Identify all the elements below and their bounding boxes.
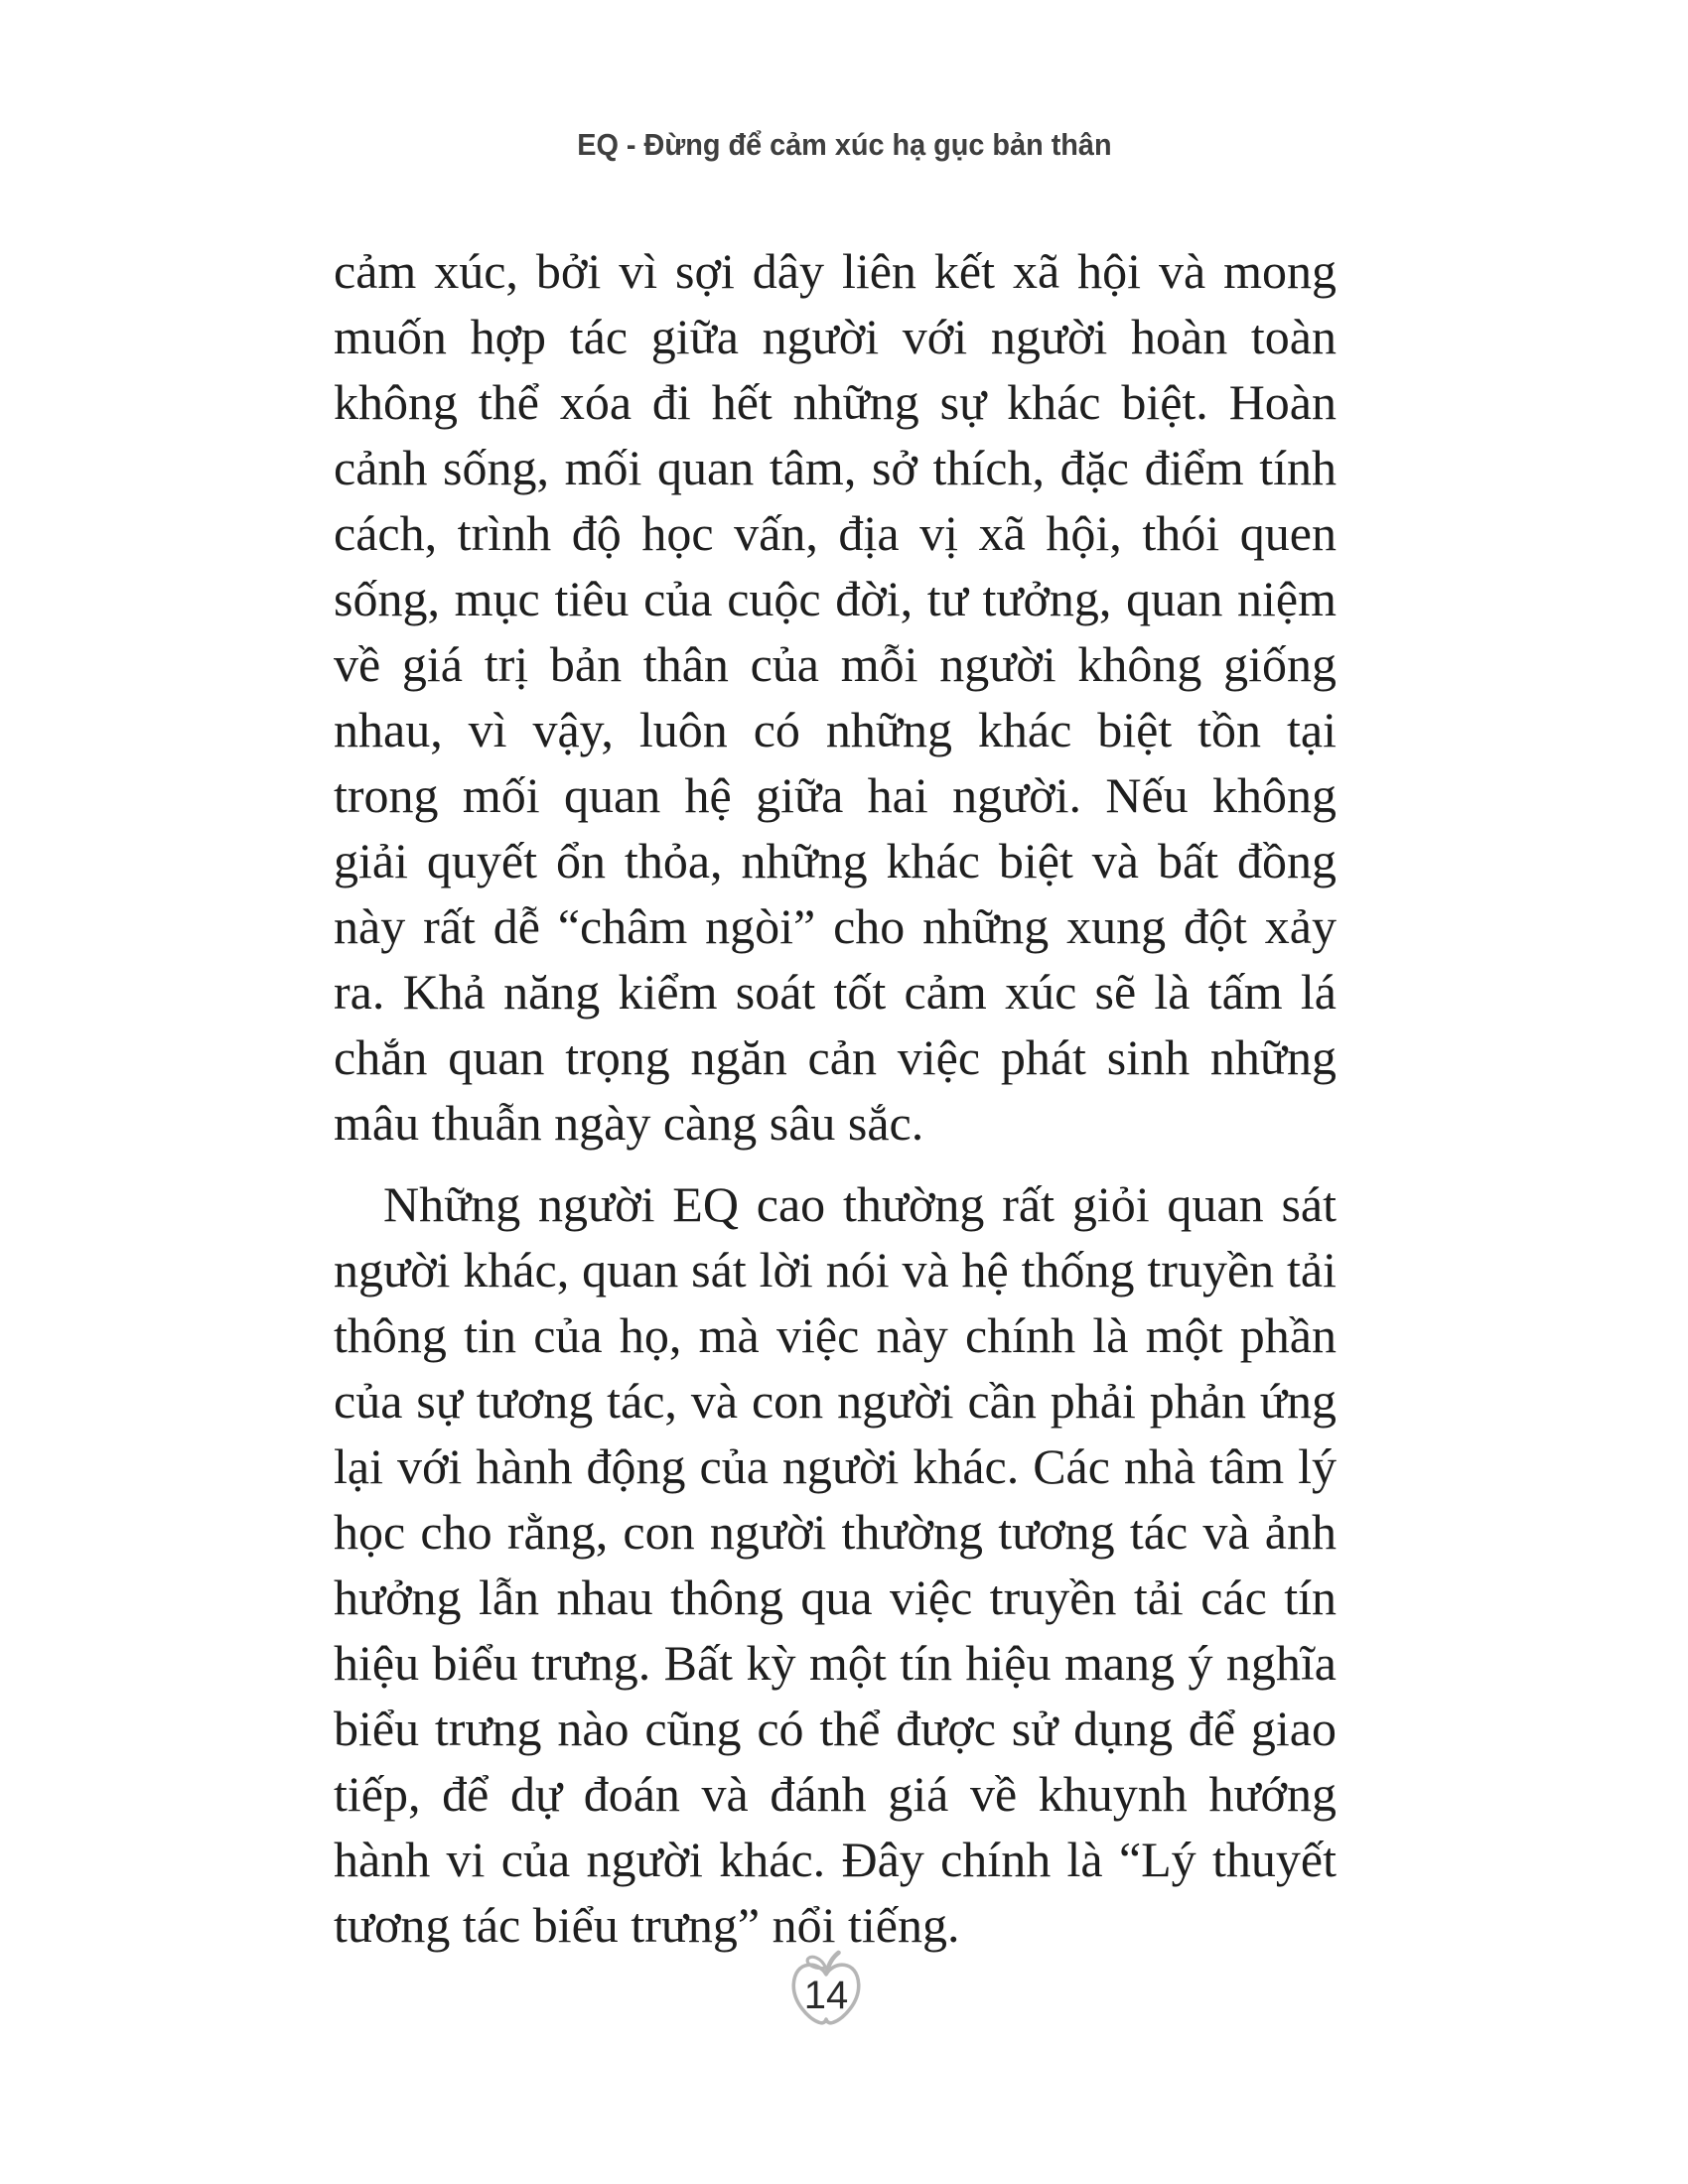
text-line: này rất dễ “châm ngòi” cho những xung đột xảy [334,898,1336,954]
text-line: Những người EQ cao thường rất giỏi quan sát [383,1176,1336,1232]
running-header [0,127,1688,163]
text-line: giải quyết ổn thỏa, những khác biệt và bất đồng [334,833,1336,888]
text-line: nhau, vì vậy, luôn có những khác biệt tồn tại [334,702,1336,757]
text-line: trong mối quan hệ giữa hai người. Nếu không [334,767,1336,823]
text-line: hưởng lẫn nhau thông qua việc truyền tải các tín [334,1570,1336,1625]
page-number: 14 [803,1974,849,2017]
text-line: không thể xóa đi hết những sự khác biệt. Hoàn [334,374,1336,430]
paragraph [334,238,1336,1156]
text-line: sống, mục tiêu của cuộc đời, tư tưởng, quan niệm [334,571,1336,626]
text-line: cách, trình độ học vấn, địa vị xã hội, thói quen [334,505,1336,561]
page-footer [780,1948,872,2033]
text-line: tiếp, để dự đoán và đánh giá về khuynh hướng [334,1766,1336,1822]
text-line: về giá trị bản thân của mỗi người không giống [334,636,1336,692]
body-text-block [334,238,1336,1958]
text-line: mâu thuẫn ngày càng sâu sắc. [334,1095,924,1151]
text-line: muốn hợp tác giữa người với người hoàn toàn [334,309,1336,364]
text-line: người khác, quan sát lời nói và hệ thống truyền tải [334,1242,1336,1297]
paragraphs-container [334,238,1336,1958]
apple-leaf-outline [807,1957,825,1968]
running-header-title: EQ - Đừng để cảm xúc hạ gục bản thân [576,127,1112,162]
text-line: hành vi của người khác. Đây chính là “Lý thuyết [334,1832,1336,1887]
text-line: cảnh sống, mối quan tâm, sở thích, đặc điểm tính [334,440,1336,495]
text-line: tương tác biểu trưng” nổi tiếng. [334,1897,960,1953]
text-line: lại với hành động của người khác. Các nhà tâm lý [334,1438,1336,1494]
text-line: chắn quan trọng ngăn cản việc phát sinh những [334,1029,1336,1085]
text-line: biểu trưng nào cũng có thể được sử dụng để giao [334,1701,1336,1756]
text-line: của sự tương tác, và con người cần phải phản ứng [334,1373,1336,1429]
text-line: ra. Khả năng kiểm soát tốt cảm xúc sẽ là tấm lá [334,964,1336,1020]
text-line: cảm xúc, bởi vì sợi dây liên kết xã hội và mong [334,243,1336,299]
paragraph [334,1171,1336,1958]
text-line: thông tin của họ, mà việc này chính là một phần [334,1307,1336,1363]
text-line: hiệu biểu trưng. Bất kỳ một tín hiệu mang ý nghĩa [334,1635,1336,1691]
text-line: học cho rằng, con người thường tương tác và ảnh [334,1504,1336,1560]
